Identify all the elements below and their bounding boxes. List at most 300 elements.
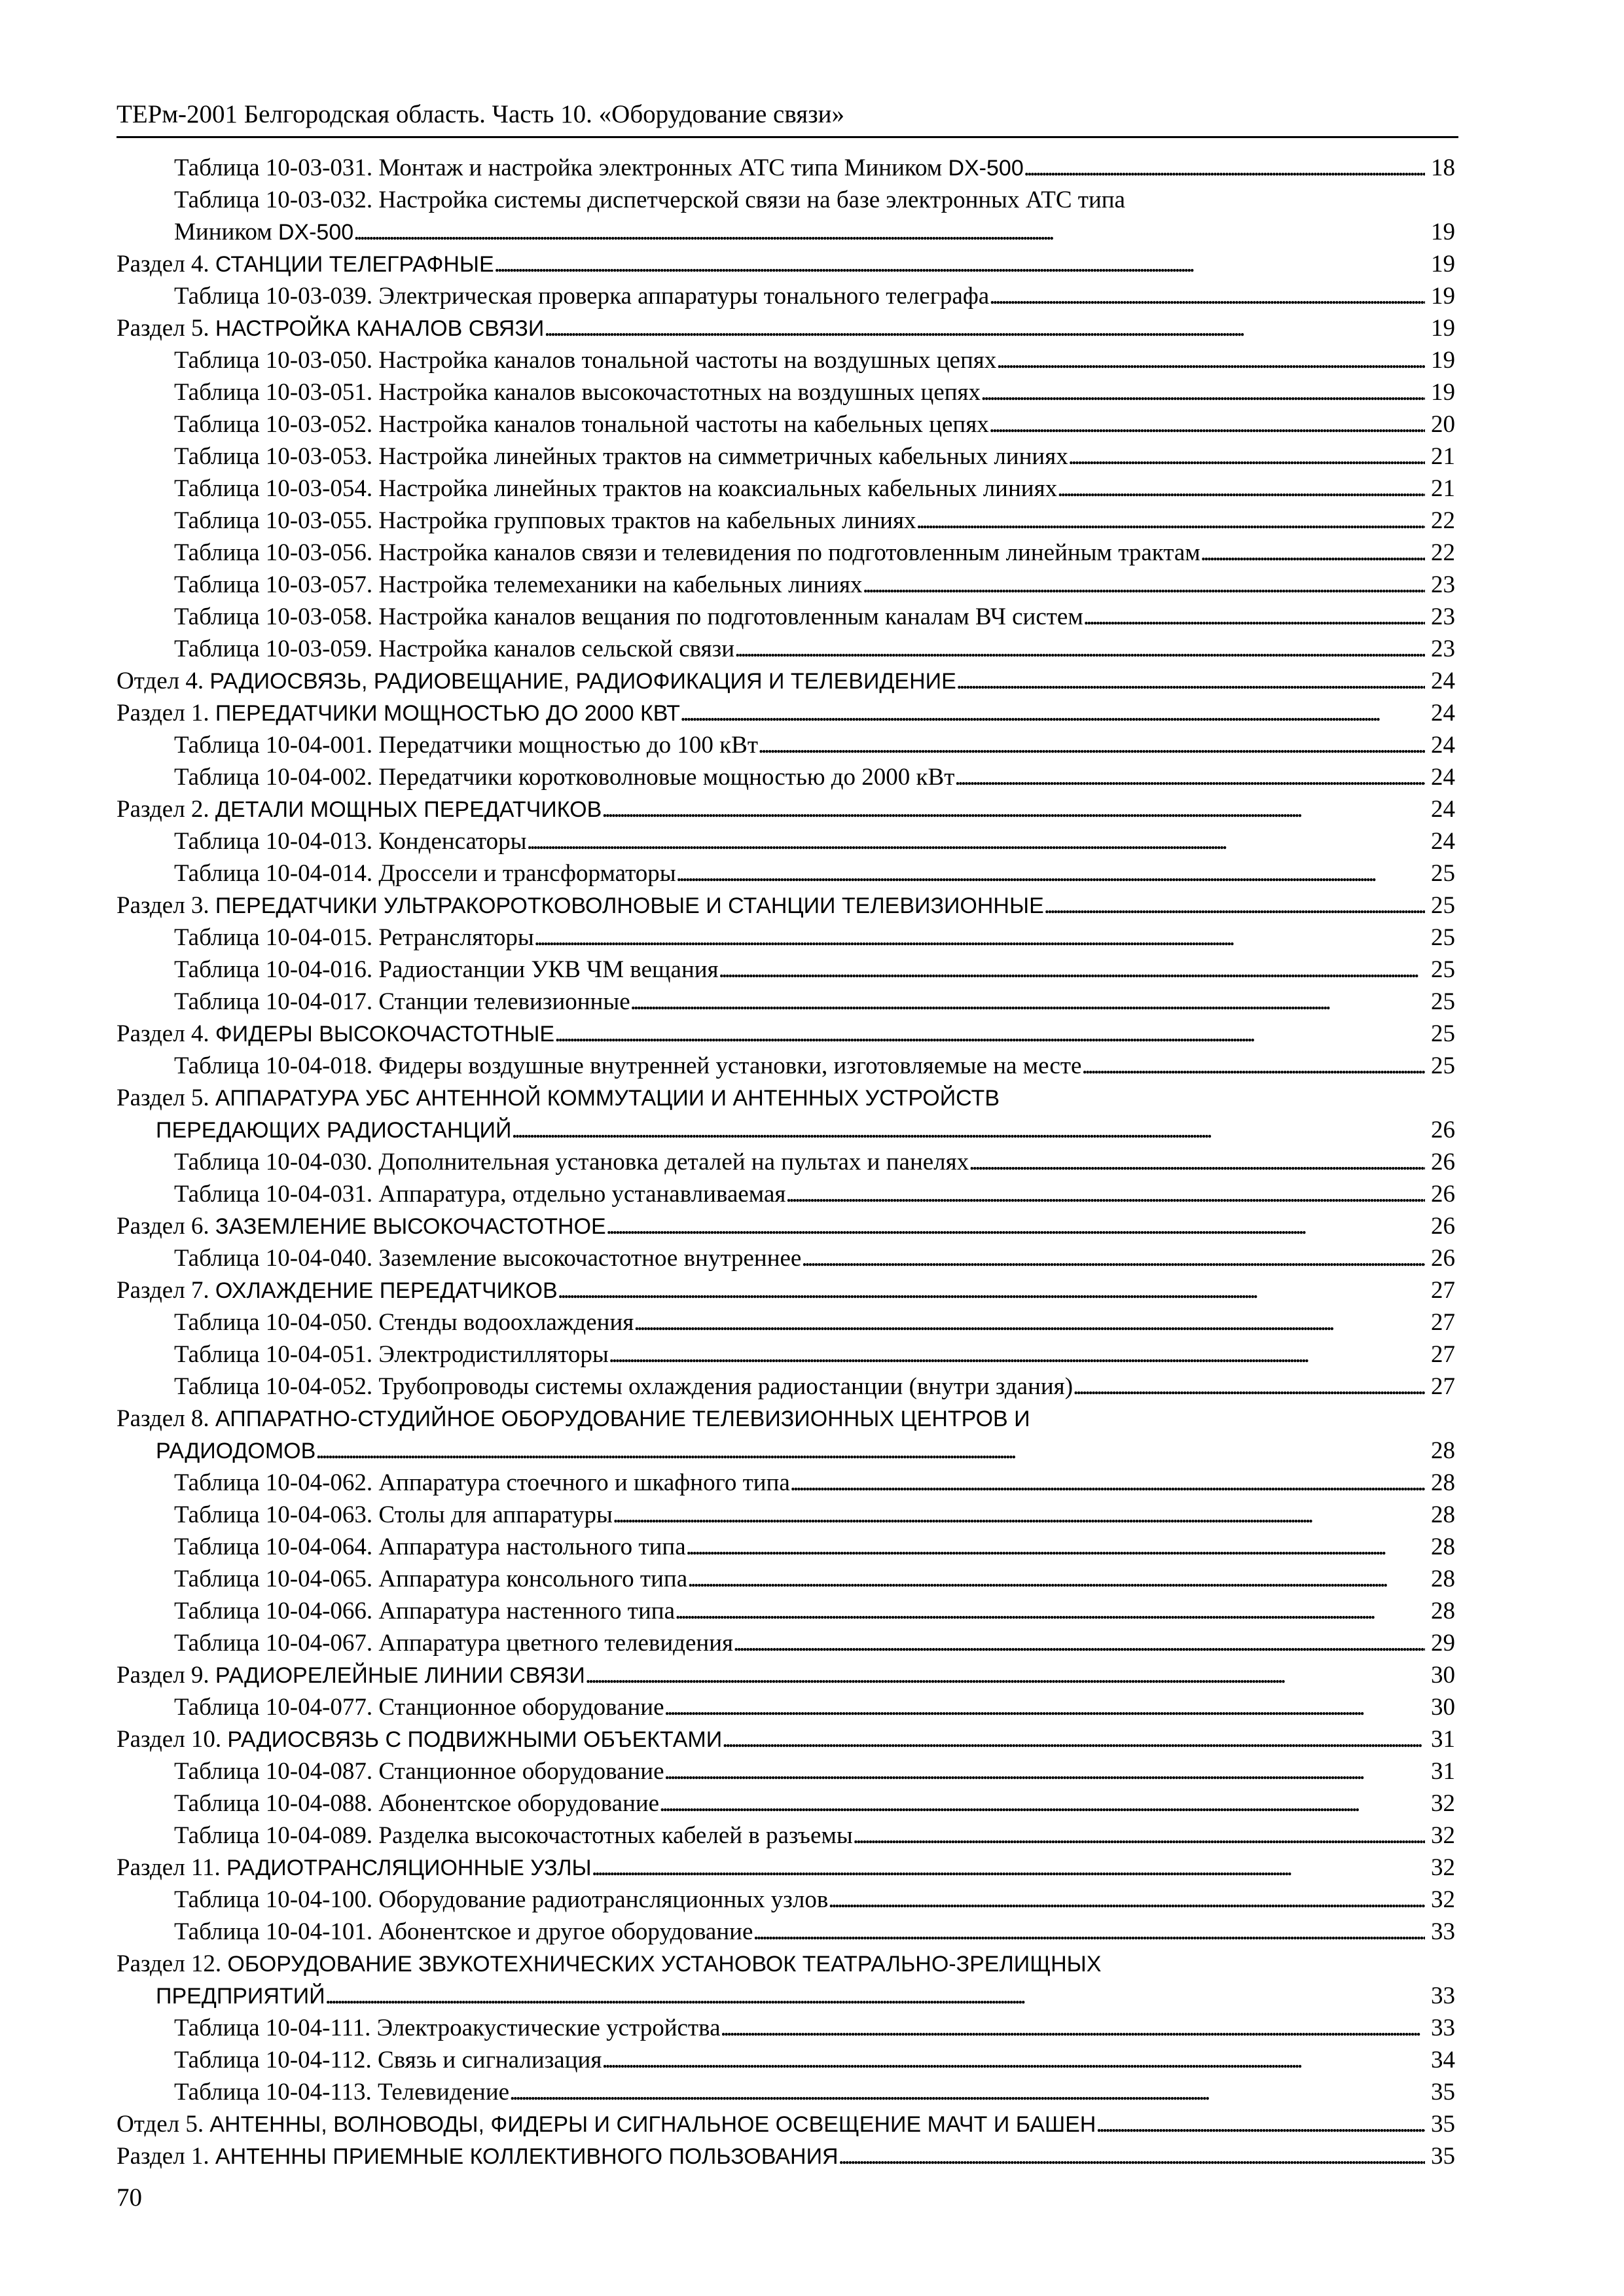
toc-entry-text: Раздел 1. [117, 2143, 215, 2170]
toc-entry-title [117, 312, 544, 344]
toc-page-number: 26 [1431, 1149, 1455, 1175]
toc-table-entry[interactable] [117, 1531, 1455, 1563]
toc-entry-text: Таблица 10-04-063. Столы для аппаратуры [174, 1501, 613, 1528]
toc-section-entry[interactable] [117, 1274, 1455, 1306]
toc-page-number: 27 [1431, 1309, 1455, 1336]
toc-entry-text: Раздел 8. [117, 1405, 215, 1432]
toc-section-entry[interactable] [117, 1948, 1455, 1980]
toc-entry-title [174, 761, 954, 793]
toc-section-entry[interactable] [117, 312, 1455, 344]
toc-entry-title [174, 825, 526, 857]
toc-entry-text: Таблица 10-04-113. Телевидение [174, 2079, 510, 2106]
toc-table-entry[interactable] [117, 344, 1455, 376]
dot-leader [839, 2140, 1425, 2172]
dot-leader [509, 2076, 1425, 2108]
toc-page-number: 20 [1431, 411, 1455, 438]
toc-page-number: 33 [1431, 1982, 1455, 2009]
dot-leader [675, 1595, 1425, 1627]
toc-entry-title [156, 1114, 511, 1146]
toc-section-entry[interactable] [117, 248, 1455, 280]
toc-entry-title [117, 1274, 558, 1306]
toc-table-entry[interactable] [117, 1146, 1455, 1178]
toc-entry-title [174, 537, 1200, 569]
toc-page-number: 19 [1431, 283, 1455, 310]
toc-table-entry[interactable] [117, 505, 1455, 537]
toc-entry-text: ПЕРЕДАЮЩИХ РАДИОСТАНЦИЙ [156, 1118, 512, 1143]
toc-entry-title [117, 1723, 722, 1755]
toc-page-number: 27 [1431, 1277, 1455, 1304]
toc-entry-title [174, 1178, 785, 1210]
toc-entry-text: Таблица 10-04-017. Станции телевизионные [174, 988, 630, 1015]
toc-section-entry[interactable] [117, 697, 1455, 729]
dot-leader [758, 729, 1425, 761]
toc-entry-text: Таблица 10-04-018. Фидеры воздушные внутренней установки, изготовляемые на месте [174, 1052, 1082, 1079]
dot-leader [1073, 1371, 1425, 1403]
dot-leader [353, 216, 1425, 248]
toc-entry-text: РАДИОРЕЛЕЙНЫЕ ЛИНИИ СВЯЗИ [215, 1663, 585, 1688]
toc-entry-title [174, 633, 734, 665]
toc-table-entry[interactable] [117, 1467, 1455, 1499]
toc-page-number: 25 [1431, 1052, 1455, 1079]
toc-entry-text: Таблица 10-04-064. Аппаратура настольного типа [174, 1534, 686, 1560]
toc-entry-text: Таблица 10-04-100. Оборудование радиотрансляционных узлов [174, 1886, 829, 1913]
toc-entry-text: НАСТРОЙКА КАНАЛОВ СВЯЗИ [215, 316, 545, 341]
toc-entry-text: ПЕРЕДАТЧИКИ УЛЬТРАКОРОТКОВОЛНОВЫЕ И СТАНЦИИ ТЕЛЕВИЗИОННЫЕ [215, 893, 1044, 918]
toc-page-number: 24 [1431, 700, 1455, 726]
toc-entry-text: Таблица 10-03-031. Монтаж и настройка электронных АТС типа Миником [174, 154, 948, 181]
toc-page-number: 26 [1431, 1181, 1455, 1208]
toc-table-entry[interactable] [117, 440, 1455, 473]
dot-leader [316, 1435, 1425, 1467]
dot-leader [325, 1980, 1425, 2012]
dot-leader [526, 825, 1425, 857]
dot-leader [1044, 889, 1425, 922]
toc-entry-title [174, 280, 989, 312]
toc-table-entry[interactable] [117, 761, 1455, 793]
dot-leader [916, 505, 1425, 537]
dot-leader [613, 1499, 1425, 1531]
toc-table-entry[interactable] [117, 1499, 1455, 1531]
toc-table-entry[interactable] [117, 954, 1455, 986]
toc-entry-text: Таблица 10-04-089. Разделка высокочастотных кабелей в разъемы [174, 1822, 853, 1849]
toc-page-number: 23 [1431, 636, 1455, 662]
toc-entry-text: Таблица 10-03-056. Настройка каналов связи и телевидения по подготовленным линейным трактам [174, 539, 1200, 566]
dot-leader [609, 1338, 1425, 1371]
toc-table-entry[interactable] [117, 2076, 1455, 2108]
dot-leader [585, 1659, 1425, 1691]
toc-entry-text: Таблица 10-03-039. Электрическая проверка аппаратуры тонального телеграфа [174, 283, 990, 310]
toc-entry-title [174, 1595, 675, 1627]
toc-table-entry[interactable] [117, 184, 1455, 216]
toc-entry-text: Раздел 6. [117, 1213, 215, 1240]
toc-page-number: 35 [1431, 2079, 1455, 2106]
toc-entry-title [174, 601, 1083, 633]
toc-entry-title [174, 1884, 828, 1916]
toc-page-number: 32 [1431, 1854, 1455, 1881]
toc-entry-title [174, 376, 981, 408]
toc-page-number: 23 [1431, 571, 1455, 598]
toc-entry-title [174, 729, 758, 761]
toc-entry-text: ПЕРЕДАТЧИКИ МОЩНОСТЬЮ ДО 2000 КВТ [215, 701, 680, 726]
running-header: ТЕРм-2001 Белгородская область. Часть 10. «Оборудование связи» [117, 98, 1458, 138]
toc-table-entry[interactable] [117, 601, 1455, 633]
toc-entry-title [117, 1403, 1030, 1435]
toc-page-number: 35 [1431, 2111, 1455, 2138]
toc-entry-title [174, 1499, 613, 1531]
toc-table-entry[interactable] [117, 1338, 1455, 1371]
toc-entry-text: АНТЕННЫ ПРИЕМНЫЕ КОЛЛЕКТИВНОГО ПОЛЬЗОВАНИЯ [215, 2144, 839, 2169]
toc-section-entry[interactable] [117, 889, 1455, 922]
toc-entry-text: Таблица 10-04-111. Электроакустические устройства [174, 2015, 721, 2041]
dot-leader [534, 922, 1425, 954]
toc-entry-title [174, 1787, 659, 1820]
toc-section-entry[interactable] [117, 1114, 1455, 1146]
toc-entry-title [117, 665, 956, 697]
toc-entry-text: Таблица 10-04-112. Связь и сигнализация [174, 2047, 602, 2073]
toc-page-number: 21 [1431, 443, 1455, 470]
toc-section-entry[interactable] [117, 1435, 1455, 1467]
toc-entry-text: Раздел 1. [117, 700, 215, 726]
toc-table-entry[interactable] [117, 2044, 1455, 2076]
toc-entry-text: Раздел 2. [117, 796, 215, 823]
toc-entry-text: РАДИОДОМОВ [156, 1439, 316, 1463]
toc-page-number: 19 [1431, 219, 1455, 245]
toc-entry-text: Таблица 10-03-052. Настройка каналов тональной частоты на кабельных цепях [174, 411, 989, 438]
toc-entry-title [174, 184, 1125, 216]
toc-entry-title [174, 408, 989, 440]
toc-entry-text: ФИДЕРЫ ВЫСОКОЧАСТОТНЫЕ [215, 1022, 555, 1047]
toc-entry-text: Таблица 10-04-062. Аппаратура стоечного и шкафного типа [174, 1469, 790, 1496]
toc-table-entry[interactable] [117, 152, 1455, 184]
toc-page-number: 33 [1431, 2015, 1455, 2041]
toc-page-number: 24 [1431, 796, 1455, 823]
dot-leader [676, 857, 1425, 889]
toc-table-entry[interactable] [117, 1755, 1455, 1787]
toc-page-number: 26 [1431, 1117, 1455, 1143]
toc-page-number: 19 [1431, 251, 1455, 278]
toc-table-entry[interactable] [117, 2012, 1455, 2044]
toc-table-entry[interactable] [117, 280, 1455, 312]
dot-leader [981, 376, 1425, 408]
dot-leader [996, 344, 1425, 376]
toc-section-entry[interactable] [117, 1403, 1455, 1435]
dot-leader [558, 1274, 1425, 1306]
toc-table-entry[interactable] [117, 857, 1455, 889]
toc-entry-text: Раздел 10. [117, 1726, 228, 1753]
toc-entry-title [117, 1659, 585, 1691]
toc-section-entry[interactable] [117, 2140, 1455, 2172]
toc-page-number: 25 [1431, 924, 1455, 951]
toc-page-number: 24 [1431, 668, 1455, 694]
toc-entry-title [117, 2108, 1096, 2140]
toc-entry-text: Таблица 10-03-053. Настройка линейных трактов на симметричных кабельных линиях [174, 443, 1068, 470]
toc-entry-title [117, 1018, 554, 1050]
dot-leader [956, 665, 1425, 697]
dot-leader [721, 2012, 1425, 2044]
toc-entry-title [117, 1210, 606, 1242]
toc-entry-title [174, 1050, 1081, 1082]
dot-leader [853, 1820, 1425, 1852]
toc-page-number: 19 [1431, 379, 1455, 406]
toc-page-number: 34 [1431, 2047, 1455, 2073]
toc-entry-title [174, 2012, 721, 2044]
toc-entry-text: РАДИОСВЯЗЬ, РАДИОВЕЩАНИЕ, РАДИОФИКАЦИЯ И ТЕЛЕВИДЕНИЕ [209, 669, 956, 694]
dot-leader [1096, 2108, 1425, 2140]
toc-entry-text: Таблица 10-04-031. Аппаратура, отдельно устанавливаемая [174, 1181, 786, 1208]
dot-leader [719, 954, 1425, 986]
toc-entry-text: ПРЕДПРИЯТИЙ [156, 1984, 325, 2009]
toc-section-entry[interactable] [117, 793, 1455, 825]
toc-entry-text: Миником [174, 219, 278, 245]
toc-entry-text: Раздел 9. [117, 1662, 215, 1689]
toc-table-entry[interactable] [117, 569, 1455, 601]
toc-entry-text: ОБОРУДОВАНИЕ ЗВУКОТЕХНИЧЕСКИХ УСТАНОВОК ТЕАТРАЛЬНО-ЗРЕЛИЩНЫХ [227, 1952, 1102, 1977]
toc-page-number: 22 [1431, 539, 1455, 566]
toc-entry-title [174, 1371, 1073, 1403]
toc-entry-text: Таблица 10-04-030. Дополнительная установка деталей на пультах и панелях [174, 1149, 969, 1175]
toc-table-entry[interactable] [117, 376, 1455, 408]
dot-leader [733, 1627, 1425, 1659]
toc-entry-text: РАДИОТРАНСЛЯЦИОННЫЕ УЗЛЫ [226, 1856, 592, 1880]
dot-leader [686, 1531, 1425, 1563]
toc-entry-title [117, 1082, 1000, 1114]
toc-table-entry[interactable] [117, 1371, 1455, 1403]
toc-entry-text: Таблица 10-04-077. Станционное оборудование [174, 1694, 664, 1721]
toc-table-entry[interactable] [117, 1691, 1455, 1723]
toc-entry-text: Таблица 10-04-101. Абонентское и другое оборудование [174, 1918, 753, 1945]
toc-table-entry[interactable] [117, 1563, 1455, 1595]
toc-entry-title [174, 1916, 753, 1948]
toc-entry-text: Таблица 10-04-013. Конденсаторы [174, 828, 527, 855]
toc-entry-title [174, 1755, 664, 1787]
toc-page-number: 32 [1431, 1790, 1455, 1817]
toc-entry-title [174, 922, 534, 954]
toc-page-number: 32 [1431, 1822, 1455, 1849]
toc-entry-title [174, 569, 863, 601]
dot-leader [785, 1178, 1425, 1210]
dot-leader [664, 1691, 1425, 1723]
dot-leader [687, 1563, 1425, 1595]
dot-leader [494, 248, 1425, 280]
toc-entry-text: Таблица 10-04-040. Заземление высокочастотное внутреннее [174, 1245, 802, 1272]
toc-page-number: 33 [1431, 1918, 1455, 1945]
toc-entry-title [174, 1563, 687, 1595]
dot-leader [969, 1146, 1425, 1178]
toc-page-number: 26 [1431, 1245, 1455, 1272]
table-of-contents [117, 152, 1455, 2172]
toc-entry-text: Таблица 10-03-054. Настройка линейных трактов на коаксиальных кабельных линиях [174, 475, 1058, 502]
toc-page-number: 31 [1431, 1726, 1455, 1753]
toc-table-entry[interactable] [117, 986, 1455, 1018]
toc-entry-text: Таблица 10-04-087. Станционное оборудование [174, 1758, 664, 1785]
toc-page-number: 25 [1431, 956, 1455, 983]
toc-page-number: 25 [1431, 988, 1455, 1015]
toc-page-number: 28 [1431, 1566, 1455, 1592]
toc-page-number: 32 [1431, 1886, 1455, 1913]
toc-table-entry[interactable] [117, 1242, 1455, 1274]
dot-leader [1024, 152, 1425, 184]
toc-page-number: 31 [1431, 1758, 1455, 1785]
toc-page-number: 25 [1431, 860, 1455, 887]
toc-entry-text: Таблица 10-03-032. Настройка системы диспетчерской связи на базе электронных АТС типа [174, 187, 1125, 213]
toc-entry-text: РАДИОСВЯЗЬ С ПОДВИЖНЫМИ ОБЪЕКТАМИ [227, 1727, 723, 1752]
toc-entry-title [117, 1852, 592, 1884]
dot-leader [1081, 1050, 1425, 1082]
toc-page-number: 19 [1431, 347, 1455, 374]
toc-entry-title [174, 505, 916, 537]
toc-page-number: 19 [1431, 315, 1455, 342]
toc-section-entry[interactable] [117, 2108, 1455, 2140]
toc-entry-text: Таблица 10-03-050. Настройка каналов тональной частоты на воздушных цепях [174, 347, 997, 374]
dot-leader [511, 1114, 1425, 1146]
toc-entry-title [174, 1146, 969, 1178]
dot-leader [664, 1755, 1425, 1787]
toc-entry-text: Таблица 10-04-001. Передатчики мощностью до 100 кВт [174, 732, 758, 759]
toc-page-number: 27 [1431, 1373, 1455, 1400]
dot-leader [602, 793, 1425, 825]
toc-entry-title [174, 1691, 664, 1723]
toc-entry-text: Раздел 5. [117, 1085, 215, 1111]
page-number: 70 [117, 2183, 142, 2212]
toc-entry-title [174, 986, 630, 1018]
toc-entry-text: Таблица 10-04-016. Радиостанции УКВ ЧМ вещания [174, 956, 719, 983]
dot-leader [722, 1723, 1425, 1755]
toc-table-entry[interactable] [117, 473, 1455, 505]
toc-entry-text: Раздел 5. [117, 315, 215, 342]
toc-entry-title [174, 954, 719, 986]
toc-table-entry[interactable] [117, 729, 1455, 761]
toc-entry-text: Таблица 10-04-052. Трубопроводы системы охлаждения радиостанции (внутри здания) [174, 1373, 1074, 1400]
dot-leader [554, 1018, 1425, 1050]
toc-page-number: 21 [1431, 475, 1455, 502]
dot-leader [544, 312, 1425, 344]
toc-entry-title [117, 248, 494, 280]
toc-page-number: 30 [1431, 1694, 1455, 1721]
toc-table-entry[interactable] [117, 1787, 1455, 1820]
toc-table-entry[interactable] [117, 1916, 1455, 1948]
toc-page-number: 30 [1431, 1662, 1455, 1689]
toc-table-entry[interactable] [117, 1050, 1455, 1082]
toc-table-entry[interactable] [117, 1178, 1455, 1210]
toc-entry-title [156, 1980, 325, 2012]
dot-leader [1068, 440, 1425, 473]
toc-entry-text: DX-500 [948, 156, 1024, 181]
toc-entry-text: СТАНЦИИ ТЕЛЕГРАФНЫЕ [215, 252, 494, 277]
toc-table-entry[interactable] [117, 216, 1455, 248]
toc-table-entry[interactable] [117, 825, 1455, 857]
toc-entry-text: Таблица 10-03-057. Настройка телемеханики на кабельных линиях [174, 571, 863, 598]
toc-page-number: 35 [1431, 2143, 1455, 2170]
toc-section-entry[interactable] [117, 1082, 1455, 1114]
dot-leader [753, 1916, 1425, 1948]
toc-section-entry[interactable] [117, 1018, 1455, 1050]
toc-table-entry[interactable] [117, 1306, 1455, 1338]
toc-table-entry[interactable] [117, 1884, 1455, 1916]
toc-section-entry[interactable] [117, 1210, 1455, 1242]
dot-leader [602, 2044, 1425, 2076]
toc-page-number: 29 [1431, 1630, 1455, 1657]
dot-leader [801, 1242, 1425, 1274]
toc-table-entry[interactable] [117, 1595, 1455, 1627]
toc-section-entry[interactable] [117, 665, 1455, 697]
toc-entry-text: ОХЛАЖДЕНИЕ ПЕРЕДАТЧИКОВ [215, 1278, 558, 1303]
dot-leader [863, 569, 1425, 601]
dot-leader [1200, 537, 1425, 569]
toc-page-number: 28 [1431, 1437, 1455, 1464]
toc-entry-text: Таблица 10-04-051. Электродистилляторы [174, 1341, 609, 1368]
toc-entry-title [174, 344, 996, 376]
toc-entry-title [156, 1435, 316, 1467]
toc-section-entry[interactable] [117, 1659, 1455, 1691]
dot-leader [989, 280, 1425, 312]
toc-entry-title [174, 1627, 733, 1659]
dot-leader [954, 761, 1425, 793]
toc-entry-title [117, 2140, 839, 2172]
toc-entry-text: Таблица 10-04-015. Ретрансляторы [174, 924, 534, 951]
toc-entry-title [117, 793, 602, 825]
toc-section-entry[interactable] [117, 1980, 1455, 2012]
toc-table-entry[interactable] [117, 633, 1455, 665]
toc-entry-text: АППАРАТНО-СТУДИЙНОЕ ОБОРУДОВАНИЕ ТЕЛЕВИЗИОННЫХ ЦЕНТРОВ И [215, 1407, 1030, 1431]
toc-entry-text: DX-500 [278, 220, 354, 245]
toc-entry-text: Раздел 3. [117, 892, 215, 919]
toc-page-number: 27 [1431, 1341, 1455, 1368]
toc-table-entry[interactable] [117, 408, 1455, 440]
toc-page-number: 24 [1431, 764, 1455, 791]
toc-entry-title [174, 152, 1024, 184]
toc-page-number: 24 [1431, 732, 1455, 759]
toc-section-entry[interactable] [117, 1723, 1455, 1755]
toc-table-entry[interactable] [117, 922, 1455, 954]
toc-table-entry[interactable] [117, 537, 1455, 569]
toc-entry-text: Таблица 10-04-066. Аппаратура настенного типа [174, 1598, 675, 1624]
toc-page-number: 28 [1431, 1534, 1455, 1560]
toc-table-entry[interactable] [117, 1820, 1455, 1852]
dot-leader [1057, 473, 1425, 505]
toc-entry-text: ДЕТАЛИ МОЩНЫХ ПЕРЕДАТЧИКОВ [215, 797, 602, 822]
toc-entry-text: Таблица 10-04-002. Передатчики коротковолновые мощностью до 2000 кВт [174, 764, 955, 791]
toc-entry-text: Таблица 10-04-014. Дроссели и трансформаторы [174, 860, 676, 887]
toc-page-number: 28 [1431, 1469, 1455, 1496]
toc-entry-title [174, 1338, 609, 1371]
toc-entry-text: Таблица 10-03-051. Настройка каналов высокочастотных на воздушных цепях [174, 379, 981, 406]
toc-page-number: 25 [1431, 1020, 1455, 1047]
toc-page-number: 18 [1431, 154, 1455, 181]
toc-page-number: 24 [1431, 828, 1455, 855]
toc-entry-text: Таблица 10-03-059. Настройка каналов сельской связи [174, 636, 735, 662]
toc-page-number: 23 [1431, 603, 1455, 630]
toc-entry-title [117, 1948, 1101, 1980]
toc-entry-title [174, 440, 1068, 473]
dot-leader [790, 1467, 1425, 1499]
toc-page-number: 26 [1431, 1213, 1455, 1240]
toc-entry-text: Раздел 4. [117, 1020, 215, 1047]
dot-leader [680, 697, 1425, 729]
toc-entry-title [117, 889, 1044, 922]
toc-entry-title [174, 2076, 509, 2108]
dot-leader [634, 1306, 1425, 1338]
toc-entry-text: Таблица 10-04-050. Стенды водоохлаждения [174, 1309, 634, 1336]
toc-entry-text: Раздел 11. [117, 1854, 227, 1881]
toc-section-entry[interactable] [117, 1852, 1455, 1884]
dot-leader [734, 633, 1425, 665]
toc-entry-text: Таблица 10-03-055. Настройка групповых трактов на кабельных линиях [174, 507, 916, 534]
toc-entry-text: Отдел 5. [117, 2111, 210, 2138]
toc-table-entry[interactable] [117, 1627, 1455, 1659]
toc-entry-title [174, 216, 353, 248]
dot-leader [989, 408, 1425, 440]
toc-entry-text: АППАРАТУРА УБС АНТЕННОЙ КОММУТАЦИИ И АНТЕННЫХ УСТРОЙСТВ [215, 1086, 1000, 1111]
